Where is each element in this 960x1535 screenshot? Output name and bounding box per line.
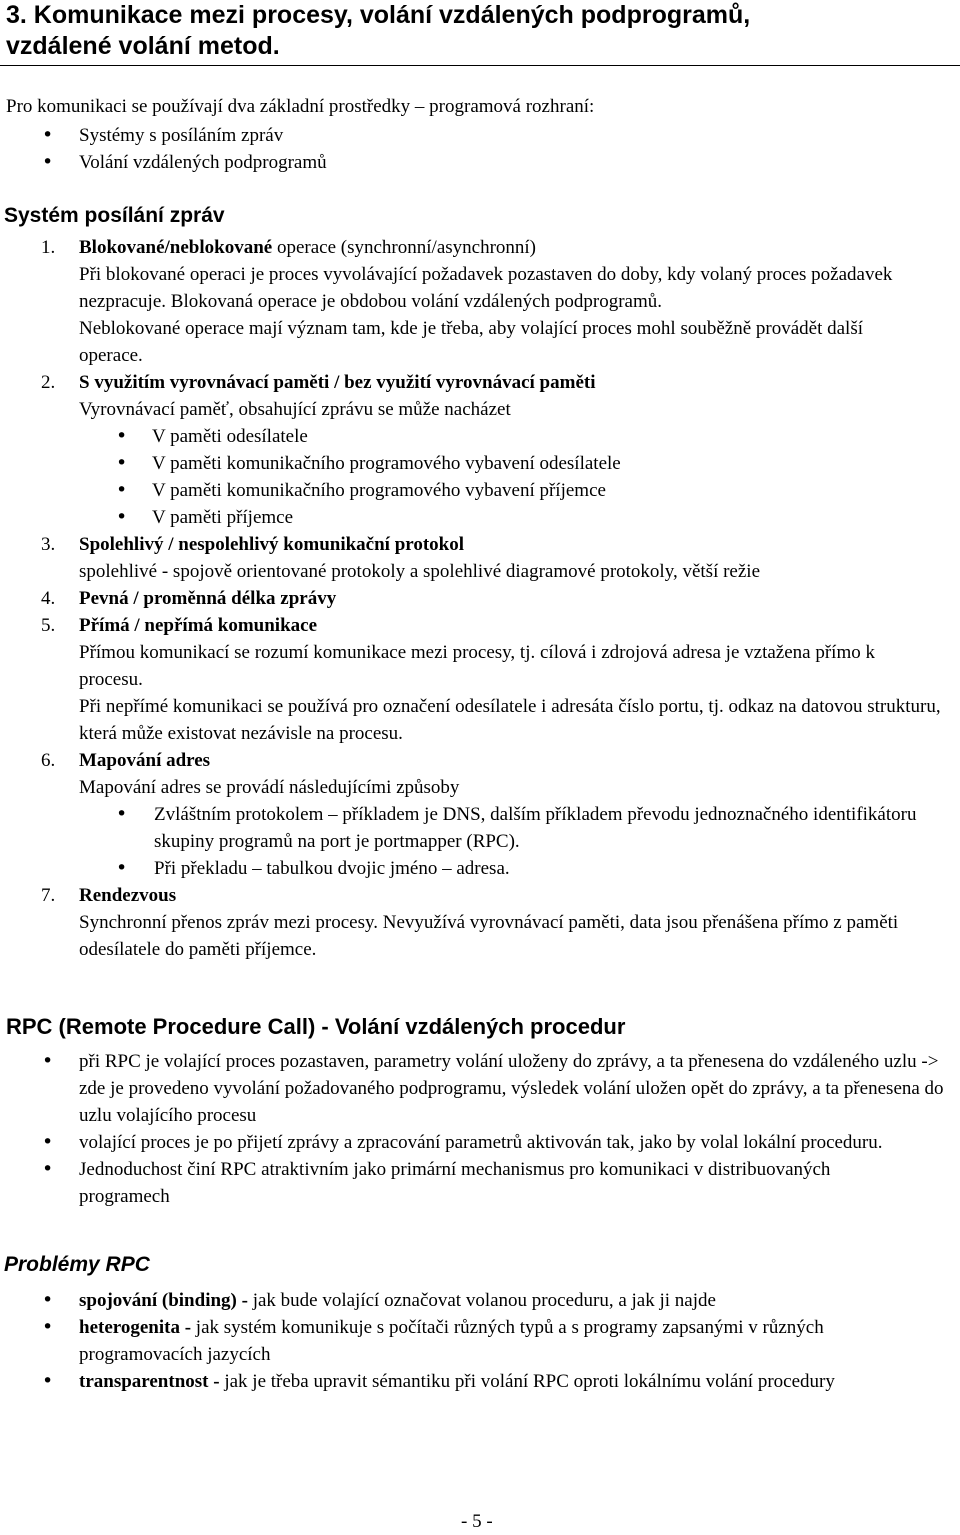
list-item: • Jednoduchost činí RPC atraktivním jako primární mechanismus pro komunikaci v distribuovaných programech xyxy=(0,1156,859,1210)
messaging-list xyxy=(0,234,900,423)
title-line-2: vzdálené volání metod. xyxy=(6,32,280,60)
list-item: • V paměti příjemce xyxy=(0,504,960,531)
buffer-list xyxy=(0,423,960,531)
list-item xyxy=(0,1314,910,1368)
item-title: Mapování adres xyxy=(79,750,211,771)
item-number: 5. xyxy=(41,615,56,636)
item-title: Pevná / proměnná délka zprávy xyxy=(79,588,337,609)
item-number: 1. xyxy=(41,237,56,258)
messaging-list-cont xyxy=(0,531,941,801)
item-paragraph: Neblokované operace mají význam tam, kde je třeba, aby volající proces mohl souběžně provádět další operace. xyxy=(79,318,863,366)
problems-list xyxy=(0,1287,910,1395)
intro-text: Pro komunikaci se používají dva základní prostředky – programová rozhraní: xyxy=(6,96,595,117)
list-item xyxy=(0,1287,910,1314)
item-number: 7. xyxy=(41,885,56,906)
mapping-list xyxy=(0,801,955,882)
messaging-section xyxy=(0,202,960,963)
list-item: • Při překladu – tabulkou dvojic jméno – adresa. xyxy=(0,855,955,882)
problem-term: heterogenita - xyxy=(79,1317,192,1338)
list-item: • V paměti odesílatele xyxy=(0,423,960,450)
rpc-section xyxy=(0,1012,960,1210)
item-title: Přímá / nepřímá komunikace xyxy=(79,615,318,636)
list-item: • Zvláštním protokolem – příkladem je DNS, dalším příkladem převodu jednoznačného identifikátoru skupiny programů na port je portmapper (RPC). xyxy=(0,801,955,855)
item-paragraph: Přímou komunikací se rozumí komunikace mezi procesy, tj. cílová i zdrojová adresa je vztažena přímo k procesu. xyxy=(79,642,875,690)
page-title xyxy=(0,0,960,66)
item-title-rest: operace (synchronní/asynchronní) xyxy=(272,237,537,258)
item-paragraph: Při nepřímé komunikaci se používá pro označení odesílatele i adresáta číslo portu, tj. odkaz na datovou strukturu, která může existovat nezávisle na procesu. xyxy=(79,696,941,744)
list-item xyxy=(0,612,941,747)
problem-term: spojování (binding) - xyxy=(79,1290,248,1311)
list-item xyxy=(0,882,920,963)
list-item xyxy=(0,369,900,423)
list-item: • V paměti komunikačního programového vybavení příjemce xyxy=(0,477,960,504)
title-rule xyxy=(0,65,960,66)
section-heading: Systém posílání zpráv xyxy=(4,204,225,227)
intro-section xyxy=(0,93,960,176)
problems-section xyxy=(0,1251,960,1395)
item-number: 4. xyxy=(41,588,56,609)
list-item xyxy=(0,747,920,801)
problem-desc: jak bude volající označovat volanou proceduru, a jak ji najde xyxy=(247,1290,716,1311)
list-item: • Systémy s posíláním zpráv xyxy=(0,122,960,149)
messaging-list-end xyxy=(0,882,920,963)
problem-term: transparentnost - xyxy=(79,1371,220,1392)
list-item: • Volání vzdálených podprogramů xyxy=(0,149,960,176)
item-title: S využitím vyrovnávací paměti / bez využití vyrovnávací paměti xyxy=(79,372,596,393)
problem-desc: jak je třeba upravit sémantiku při volání RPC oproti lokálnímu volání procedury xyxy=(219,1371,835,1392)
item-paragraph: Synchronní přenos zpráv mezi procesy. Nevyužívá vyrovnávací paměti, data jsou přenášena přímo z paměti odesílatele do paměti příjemce. xyxy=(79,912,899,960)
rpc-list xyxy=(0,1048,955,1210)
list-item xyxy=(0,1368,910,1395)
title-line-1: 3. Komunikace mezi procesy, volání vzdálených podprogramů, xyxy=(6,1,751,29)
list-item: • při RPC je volající proces pozastaven, parametry volání uloženy do zprávy, a ta přenesena do vzdáleného uzlu -> zde je provedeno vyvolání požadovaného podprogramu, výsledek volání uložen opět do zprávy, a ta přenesena do uzlu volajícího procesu xyxy=(0,1048,955,1129)
list-item: • V paměti komunikačního programového vybavení odesílatele xyxy=(0,450,960,477)
item-paragraph: Při blokované operaci je proces vyvolávající požadavek pozastaven do doby, kdy volaný proces požadavek nezpracuje. Blokovaná operace je obdobou volání vzdálených podprogramů. xyxy=(79,264,893,312)
item-number: 6. xyxy=(41,750,56,771)
item-paragraph: spolehlivé - spojově orientované protokoly a spolehlivé diagramové protokoly, větší režie xyxy=(79,561,761,582)
item-paragraph: Vyrovnávací paměť, obsahující zprávu se může nacházet xyxy=(79,399,511,420)
section-heading: RPC (Remote Procedure Call) - Volání vzdálených procedur xyxy=(6,1014,626,1039)
intro-list xyxy=(0,122,960,176)
item-title: Rendezvous xyxy=(79,885,177,906)
item-number: 2. xyxy=(41,372,56,393)
list-item xyxy=(0,531,920,585)
item-number: 3. xyxy=(41,534,56,555)
list-item xyxy=(0,234,900,369)
item-title: Blokované/neblokované xyxy=(79,237,273,258)
item-paragraph: Mapování adres se provádí následujícími způsoby xyxy=(79,777,460,798)
page-number: - 5 - xyxy=(461,1511,493,1532)
section-heading: Problémy RPC xyxy=(4,1253,150,1276)
problem-desc: jak systém komunikuje s počítači různých typů a s programy zapsanými v různých programovacích jazycích xyxy=(79,1317,824,1365)
item-title: Spolehlivý / nespolehlivý komunikační protokol xyxy=(79,534,465,555)
list-item xyxy=(0,585,920,612)
list-item: • volající proces je po přijetí zprávy a zpracování parametrů aktivován tak, jako by volal lokální proceduru. xyxy=(0,1129,955,1156)
